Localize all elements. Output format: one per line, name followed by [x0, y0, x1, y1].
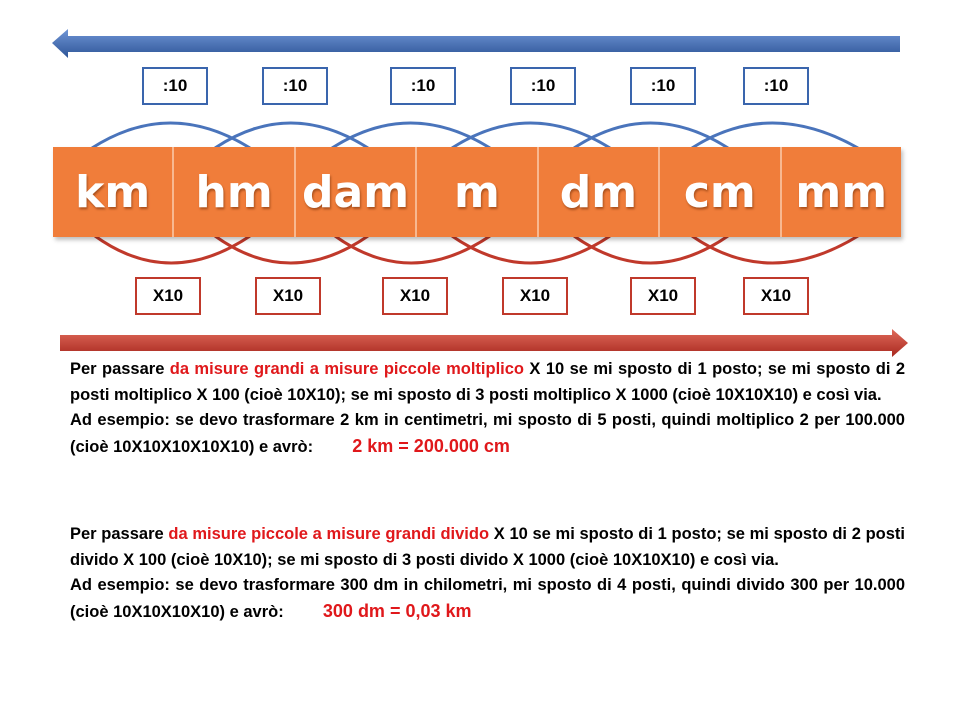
multiply-direction-arrow-icon [60, 329, 908, 357]
divide-arc-icon [215, 123, 368, 148]
divide-arc-icon [574, 123, 728, 148]
multiply-arc-icon [452, 236, 610, 263]
multiply-arc-icon [574, 236, 728, 263]
divide-explanation [70, 522, 905, 625]
divide-arc-icon [692, 123, 858, 148]
unit-cell: dam [296, 147, 417, 237]
unit-cell: dm [539, 147, 660, 237]
divide-arc-icon [92, 123, 250, 148]
divide-label-box: :10 [630, 67, 696, 105]
divide-arc-icon [452, 123, 610, 148]
divide-arc-icon [332, 123, 490, 148]
para1-example: Ad esempio: se devo trasformare 2 km in centimetri, mi sposto di 5 posti, quindi moltiplico 2 per 100.000 (cioè 10X10X10X10X10) e avrò: [70, 411, 905, 456]
unit-cell: cm [660, 147, 781, 237]
multiply-label-box: X10 [255, 277, 321, 315]
multiply-explanation [70, 357, 905, 460]
divide-direction-arrow-icon [52, 29, 900, 58]
multiply-arc-icon [692, 236, 858, 263]
multiply-arcs [95, 236, 858, 263]
para2-body: X 10 se mi sposto di 1 posto; se mi sposto di 2 posti divido X 100 (cioè 10X10); se mi sposto di 3 posti divido X 1000 (cioè 10X10X10) e così via. [70, 525, 905, 569]
multiply-arc-icon [335, 236, 490, 263]
para1-result: 2 km = 200.000 cm [352, 435, 510, 456]
divide-label-box: :10 [510, 67, 576, 105]
multiply-label-box: X10 [382, 277, 448, 315]
unit-bar [53, 147, 901, 237]
unit-cell: hm [174, 147, 295, 237]
multiply-arc-icon [215, 236, 368, 263]
multiply-label-box: X10 [630, 277, 696, 315]
divide-label-box: :10 [390, 67, 456, 105]
multiply-label-box: X10 [135, 277, 201, 315]
para2-result: 300 dm = 0,03 km [322, 600, 472, 621]
para1-highlight: da misure grandi a misure piccole moltiplico [169, 360, 525, 378]
unit-cell: km [53, 147, 174, 237]
unit-cell: mm [795, 166, 888, 218]
multiply-arc-icon [95, 236, 250, 263]
unit-cell: m [417, 147, 538, 237]
divide-arcs [92, 123, 858, 148]
divide-label-box: :10 [142, 67, 208, 105]
multiply-label-box: X10 [502, 277, 568, 315]
para1-body: X 10 se mi sposto di 1 posto; se mi sposto di 2 posti moltiplico X 100 (cioè 10X10); se mi sposto di 3 posti moltiplico X 1000 (cioè 10X10X10) e così via. [70, 360, 905, 404]
divide-label-box: :10 [262, 67, 328, 105]
multiply-label-box: X10 [743, 277, 809, 315]
divide-label-box: :10 [743, 67, 809, 105]
para2-highlight: da misure piccole a misure grandi divido [168, 525, 490, 543]
para2-intro: Per passare [70, 525, 169, 543]
para1-intro: Per passare [70, 360, 170, 378]
para2-example: Ad esempio: se devo trasformare 300 dm in chilometri, mi sposto di 4 posti, quindi divido 300 per 10.000 (cioè 10X10X10X10) e avrò: [70, 576, 905, 621]
